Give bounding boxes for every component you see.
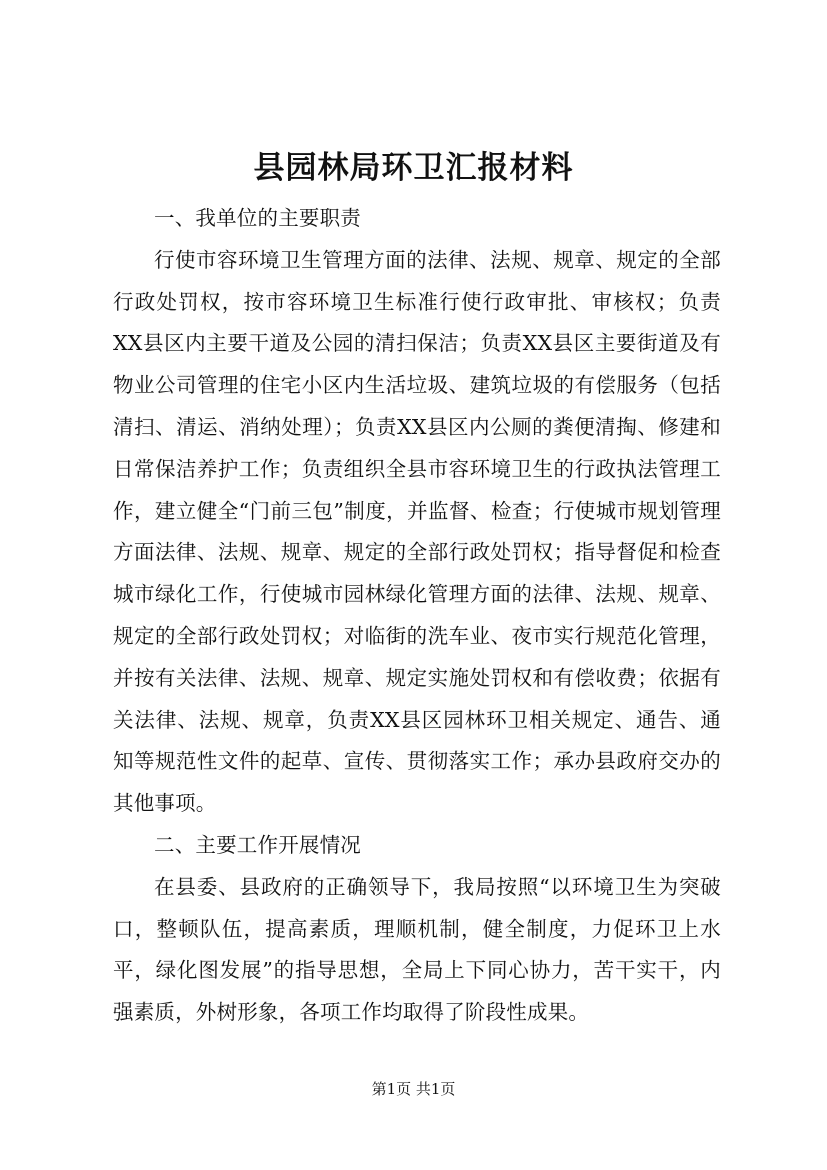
section-heading-work: 二、主要工作开展情况 bbox=[154, 832, 361, 857]
page-footer: 第1页 共1页 bbox=[371, 1080, 456, 1098]
section-paragraph-duties: 行使市容环境卫生管理方面的法律、法规、规章、规定的全部行政处罚权，按市容环境卫生标准行使行政审批、审核权；负责XX县区内主要干道及公园的清扫保洁；负责XX县区主要街道及有物业公司管理的住宅小区内生活垃圾、建筑垃圾的有偿服务（包括清扫、清运、消纳处理）；负责XX县区内公厕的粪便清掏、修建和日常保洁养护工作；负责组织全县市容环境卫生的行政执法管理工作，建立健全“门前三包”制度，并监督、检查；行使城市规划管理方面法律、法规、规章、规定的全部行政处罚权；指导督促和检查城市绿化工作，行使城市园林绿化管理方面的法律、法规、规章、规定的全部行政处罚权；对临街的洗车业、夜市实行规范化管理，并按有关法律、法规、规章、规定实施处罚权和有偿收费；依据有关法律、法规、规章，负责XX县区园林环卫相关规定、通告、通知等规范性文件的起草、宣传、贯彻落实工作；承办县政府交办的其他事项。 bbox=[113, 247, 721, 816]
section-heading-duties: 一、我单位的主要职责 bbox=[154, 206, 361, 230]
section-paragraph-work: 在县委、县政府的正确领导下，我局按照“以环境卫生为突破口，整顿队伍，提高素质，理顺机制，健全制度，力促环卫上水平，绿化图发展”的指导思想，全局上下同心协力，苦干实干，内强素质，外树形象，各项工作均取得了阶段性成果。 bbox=[113, 874, 721, 1025]
document-title: 县园林局环卫汇报材料 bbox=[253, 150, 574, 186]
document-body bbox=[113, 198, 721, 1034]
